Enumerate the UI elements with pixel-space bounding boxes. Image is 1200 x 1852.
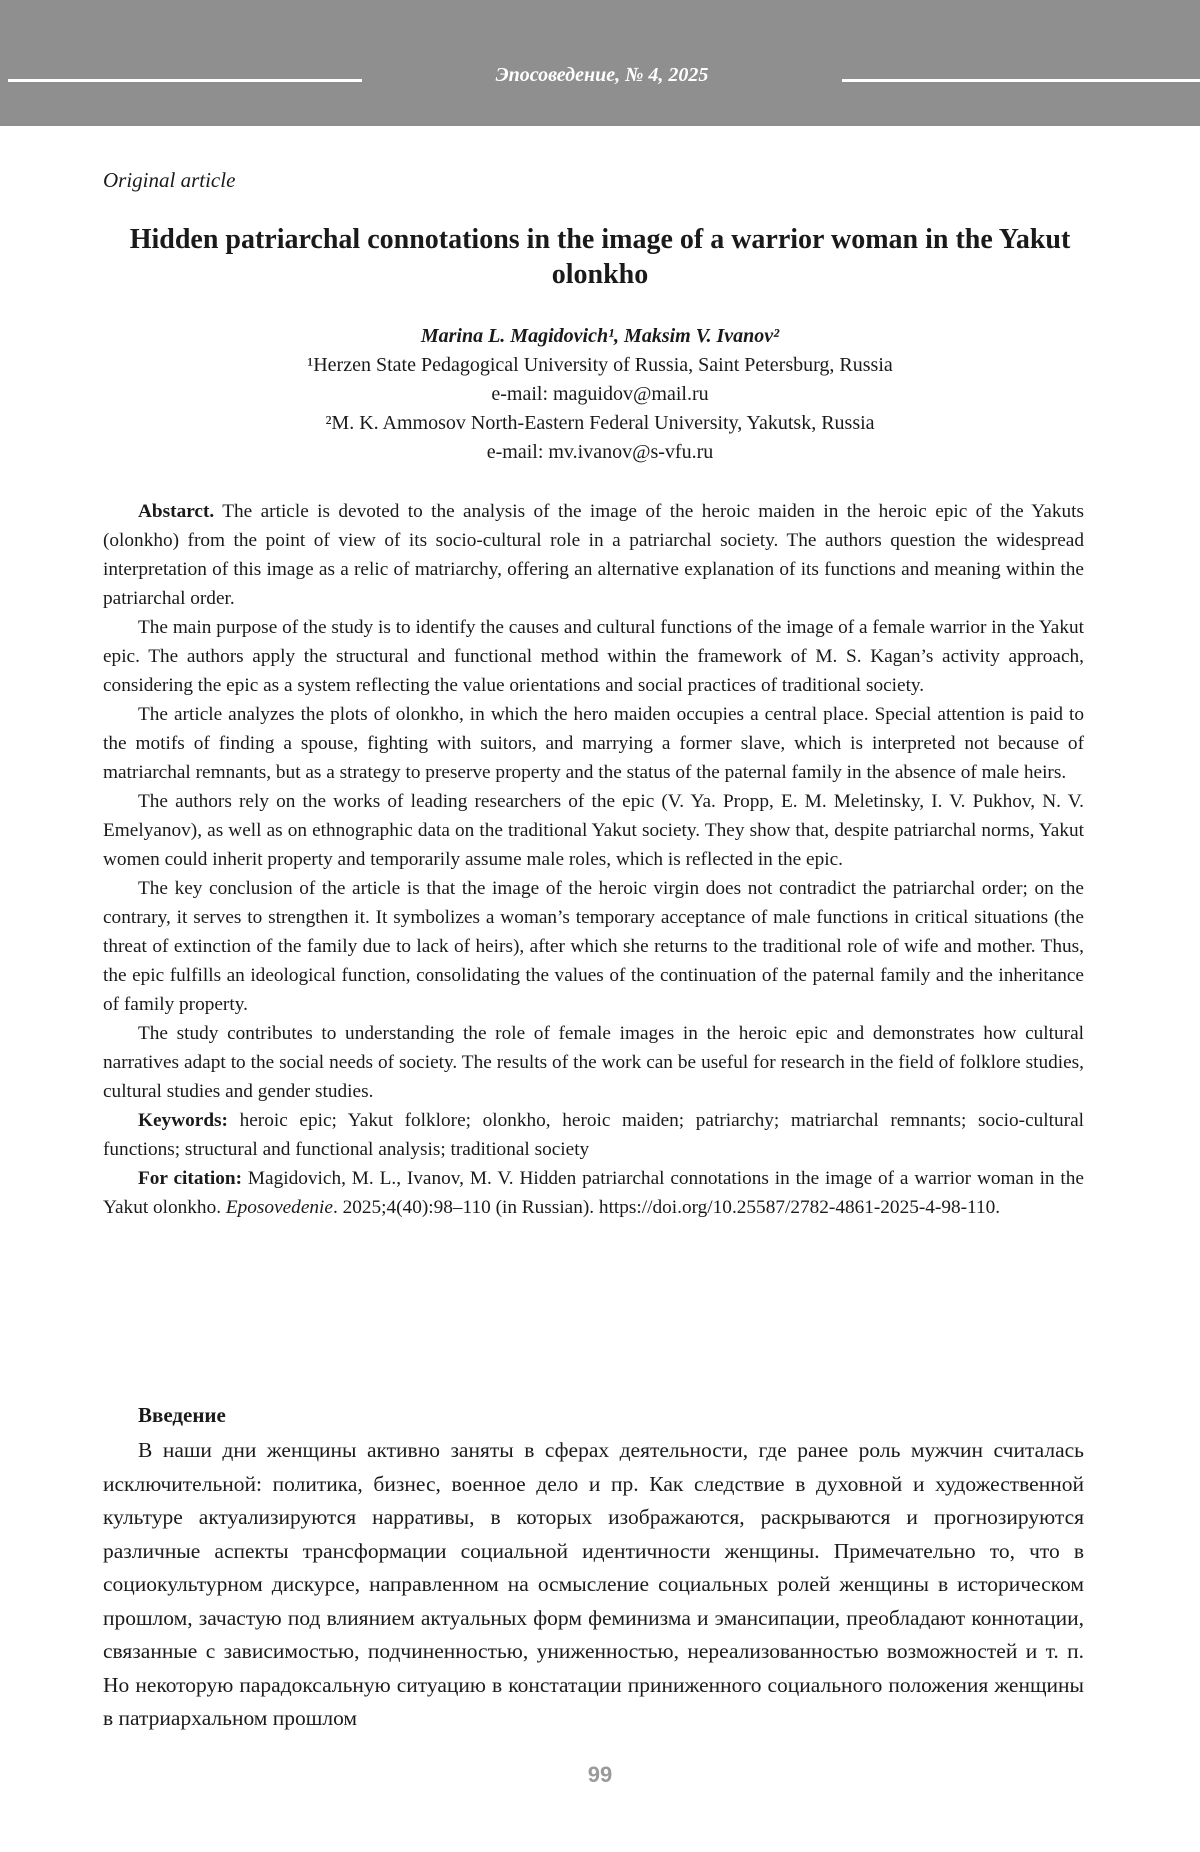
abstract-paragraph-4: The authors rely on the works of leading researchers of the epic (V. Ya. Propp, E. M. Meletinsky, I. V. Pukhov, N. V. Emelyanov), as well as on ethnographic data on the traditional Yakut society. They show that, despite patriarchal norms, Yakut women could inherit property and temporarily assume male roles, which is reflected in the epic. (103, 791, 1084, 870)
journal-header-band (0, 0, 1200, 126)
affiliation-2: ²M. K. Ammosov North-Eastern Federal University, Yakutsk, Russia (325, 412, 875, 434)
page-number: 99 (587, 1762, 613, 1787)
citation-label: For citation: (138, 1168, 243, 1189)
authors-block (103, 322, 1097, 467)
abstract-paragraph-5: The key conclusion of the article is that the image of the heroic virgin does not contradict the patriarchal order; on the contrary, it serves to strengthen it. It symbolizes a woman’s temporary acceptance of male functions in critical situations (the threat of extinction of the family due to lack of heirs), after which she returns to the traditional role of wife and mother. Thus, the epic fulfills an ideological function, consolidating the values of the continuation of the paternal family and the inheritance of family property. (103, 878, 1084, 1015)
email-1: e-mail: maguidov@mail.ru (491, 383, 709, 405)
abstract-section (103, 497, 1084, 1222)
keywords-text: heroic epic; Yakut folklore; olonkho, heroic maiden; patriarchy; matriarchal remnants; socio-cultural functions; structural and functional analysis; traditional society (103, 1110, 1084, 1160)
introduction-heading: Введение (138, 1403, 226, 1427)
keywords-paragraph (103, 1106, 1084, 1164)
citation-details: . 2025;4(40):98–110 (in Russian). https://doi.org/10.25587/2782-4861-2025-4-98-110. (332, 1197, 1001, 1218)
affiliation-1: ¹Herzen State Pedagogical University of Russia, Saint Petersburg, Russia (307, 354, 893, 376)
header-rule-right (842, 79, 1200, 82)
abstract-paragraph-3: The article analyzes the plots of olonkho, in which the hero maiden occupies a central place. Special attention is paid to the motifs of finding a spouse, fighting with suitors, and marrying a former slave, which is interpreted not because of matriarchal remnants, but as a strategy to preserve property and the status of the paternal family in the absence of male heirs. (103, 704, 1084, 783)
abstract-paragraph-1 (103, 497, 1084, 613)
introduction-section (103, 1400, 1084, 1736)
abstract-text-1: The article is devoted to the analysis of the image of the heroic maiden in the heroic epic of the Yakuts (olonkho) from the point of view of its socio-cultural role in a patriarchal society. The authors question the widespread interpretation of this image as a relic of matriarchy, offering an alternative explanation of its functions and meaning within the patriarchal order. (103, 501, 1084, 609)
header-rule-left (8, 79, 362, 82)
abstract-label: Abstarct. (138, 501, 215, 522)
citation-paragraph (103, 1164, 1084, 1222)
journal-issue-title: Эпосоведение, № 4, 2025 (495, 64, 709, 86)
introduction-text: В наши дни женщины активно заняты в сферах деятельности, где ранее роль мужчин считалась исключительной: политика, бизнес, военное дело и пр. Как следствие в духовной и художественной культуре актуализируются нарративы, в которых изображаются, раскрываются и прогнозируются различные аспекты трансформации социальной идентичности женщины. Примечательно то, что в социокультурном дискурсе, направленном на осмысление социальных ролей женщины в историческом прошлом, зачастую под влиянием актуальных форм феминизма и эмансипации, преобладают коннотации, связанные с зависимостью, подчиненностью, униженностью, нереализованностью возможностей и т. п. Но некоторую парадоксальную ситуацию в констатации приниженного социального положения женщины в патриархальном прошлом (103, 1438, 1084, 1730)
citation-text: Magidovich, M. L., Ivanov, M. V. Hidden patriarchal connotations in the image of a warrior woman in the Yakut olonkho. (103, 1168, 1084, 1218)
abstract-paragraph-2: The main purpose of the study is to identify the causes and cultural functions of the image of a female warrior in the Yakut epic. The authors apply the structural and functional method within the framework of M. S. Kagan’s activity approach, considering the epic as a system reflecting the value orientations and social practices of traditional society. (103, 617, 1084, 696)
authors: Marina L. Magidovich¹, Maksim V. Ivanov² (420, 325, 780, 347)
keywords-label: Keywords: (138, 1110, 228, 1131)
citation-journal: Eposovedenie (225, 1197, 333, 1218)
article-title: Hidden patriarchal connotations in the image of a warrior woman in the Yakut olonkho (129, 224, 1071, 290)
email-2: e-mail: mv.ivanov@s-vfu.ru (486, 441, 714, 463)
abstract-paragraph-6: The study contributes to understanding the role of female images in the heroic epic and demonstrates how cultural narratives adapt to the social needs of society. The results of the work can be useful for research in the field of folklore studies, cultural studies and gender studies. (103, 1023, 1084, 1102)
article-type: Original article (103, 168, 236, 192)
